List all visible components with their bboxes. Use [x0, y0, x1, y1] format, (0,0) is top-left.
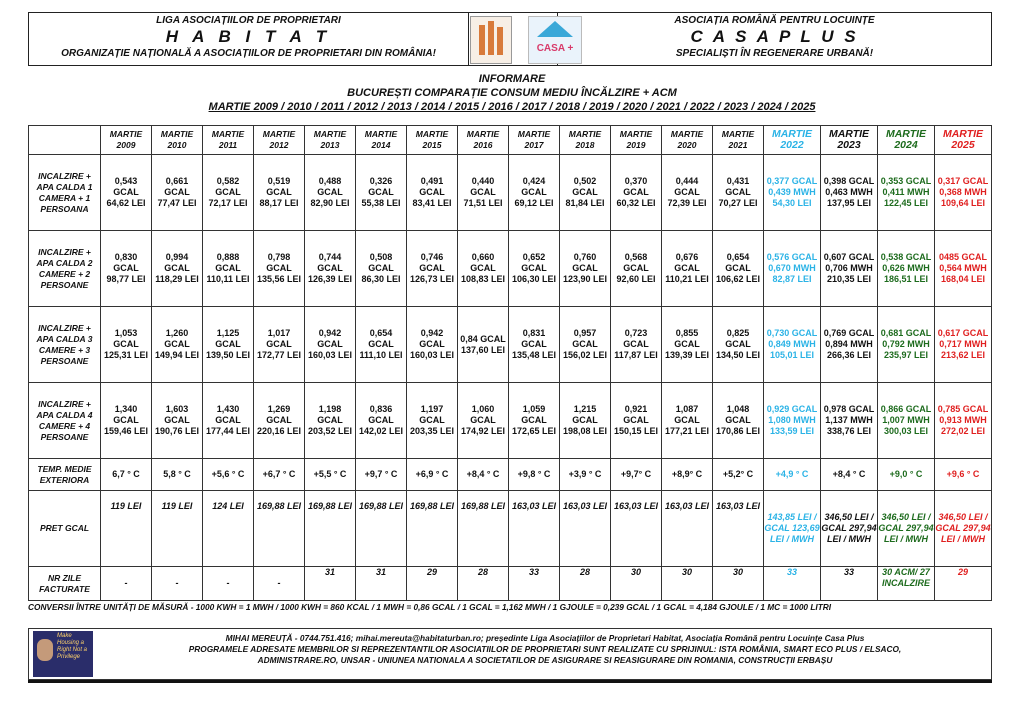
casaplus-line3: SPECIALIȘTI ÎN REGENERARE URBANĂ! — [675, 48, 874, 59]
table-cell: 1,060 GCAL 174,92 LEI — [458, 383, 509, 459]
table-cell: 163,03 LEI — [509, 491, 560, 567]
table-cell: 0,440 GCAL 71,51 LEI — [458, 155, 509, 231]
table-cell: 0,502 GCAL 81,84 LEI — [560, 155, 611, 231]
table-cell: - — [254, 567, 305, 601]
table-cell: +6,7 ° C — [254, 459, 305, 491]
table-row — [29, 459, 992, 491]
table-cell: 0,760 GCAL 123,90 LEI — [560, 231, 611, 307]
table-cell: 31 — [305, 567, 356, 601]
table-cell: 0,836 GCAL 142,02 LEI — [356, 383, 407, 459]
table-cell: 1,340 GCAL 159,46 LEI — [101, 383, 152, 459]
table-header-row — [29, 126, 992, 155]
table-cell: 0,431 GCAL 70,27 LEI — [713, 155, 764, 231]
author-photo — [33, 631, 93, 677]
table-cell: 1,260 GCAL 149,94 LEI — [152, 307, 203, 383]
table-row — [29, 307, 992, 383]
table-cell: 0,538 GCAL 0,626 MWH 186,51 LEI — [878, 231, 935, 307]
table-cell: 0,888 GCAL 110,11 LEI — [203, 231, 254, 307]
table-cell: 31 — [356, 567, 407, 601]
table-cell: 0,370 GCAL 60,32 LEI — [611, 155, 662, 231]
table-cell: 0,866 GCAL 1,007 MWH 300,03 LEI — [878, 383, 935, 459]
table-cell: +4,9 ° C — [764, 459, 821, 491]
casaplus-logo-text: CASA + — [536, 43, 574, 54]
table-cell: 0,326 GCAL 55,38 LEI — [356, 155, 407, 231]
table-cell: 0,929 GCAL 1,080 MWH 133,59 LEI — [764, 383, 821, 459]
year-header: MARTIE 2014 — [356, 126, 407, 155]
table-cell: 0,654 GCAL 106,62 LEI — [713, 231, 764, 307]
table-cell: +9,6 ° C — [935, 459, 992, 491]
year-header: MARTIE 2010 — [152, 126, 203, 155]
table-cell: 1,215 GCAL 198,08 LEI — [560, 383, 611, 459]
table-cell: 0,398 GCAL 0,463 MWH 137,95 LEI — [821, 155, 878, 231]
table-cell: 0,681 GCAL 0,792 MWH 235,97 LEI — [878, 307, 935, 383]
table-row — [29, 383, 992, 459]
table-cell: - — [152, 567, 203, 601]
table-cell: 0,730 GCAL 0,849 MWH 105,01 LEI — [764, 307, 821, 383]
table-cell: 0,978 GCAL 1,137 MWH 338,76 LEI — [821, 383, 878, 459]
table-row — [29, 567, 992, 601]
table-cell: 1,053 GCAL 125,31 LEI — [101, 307, 152, 383]
habitat-line3: ORGANIZAȚIE NAȚIONALĂ A ASOCIAȚIILOR DE PROPRIETARI DIN ROMÂNIA! — [61, 48, 436, 59]
table-cell: 1,269 GCAL 220,16 LEI — [254, 383, 305, 459]
photo-caption: Make Housing a Right Not a Privilege — [57, 633, 88, 660]
table-cell: 169,88 LEI — [407, 491, 458, 567]
year-header: MARTIE 2017 — [509, 126, 560, 155]
row-label: INCALZIRE + APA CALDA 3 CAMERE + 3 PERSOANE — [29, 307, 101, 383]
row-label: NR ZILE FACTURATE — [29, 567, 101, 601]
table-cell: 1,125 GCAL 139,50 LEI — [203, 307, 254, 383]
casaplus-line1: ASOCIAȚIA ROMÂNĂ PENTRU LOCUINȚE — [674, 15, 875, 26]
table-cell: 1,430 GCAL 177,44 LEI — [203, 383, 254, 459]
table-cell: +8,9° C — [662, 459, 713, 491]
table-cell: 1,198 GCAL 203,52 LEI — [305, 383, 356, 459]
table-cell: 143,85 LEI / GCAL 123,69 LEI / MWH — [764, 491, 821, 567]
table-cell: 0,661 GCAL 77,47 LEI — [152, 155, 203, 231]
table-cell: +6,9 ° C — [407, 459, 458, 491]
casaplus-header — [557, 13, 991, 65]
footer-line2: PROGRAMELE ADRESATE MEMBRILOR SI REPREZENTANTILOR ASOCIATIILOR DE PROPRIETARI SUNT REALIZATE CU SPRIJINUL: ISTA ROMÂNIA, SMART ECO PLUS / ELSACO, — [188, 644, 902, 654]
table-cell: 0,317 GCAL 0,368 MWH 109,64 LEI — [935, 155, 992, 231]
year-header: MARTIE 2020 — [662, 126, 713, 155]
table-cell: 0,84 GCAL 137,60 LEI — [458, 307, 509, 383]
table-cell: 346,50 LEI / GCAL 297,94 LEI / MWH — [821, 491, 878, 567]
table-cell: 0,377 GCAL 0,439 MWH 54,30 LEI — [764, 155, 821, 231]
year-header: MARTIE 2025 — [935, 126, 992, 155]
table-cell: 28 — [560, 567, 611, 601]
table-row — [29, 155, 992, 231]
table-cell: 0,769 GCAL 0,894 MWH 266,36 LEI — [821, 307, 878, 383]
table-cell: 1,087 GCAL 177,21 LEI — [662, 383, 713, 459]
table-cell: 0,830 GCAL 98,77 LEI — [101, 231, 152, 307]
table-cell: 119 LEI — [152, 491, 203, 567]
table-cell: 0485 GCAL 0,564 MWH 168,04 LEI — [935, 231, 992, 307]
table-cell: 0,582 GCAL 72,17 LEI — [203, 155, 254, 231]
footer-box — [28, 628, 992, 680]
table-cell: 33 — [764, 567, 821, 601]
table-cell: +3,9 ° C — [560, 459, 611, 491]
table-cell: - — [101, 567, 152, 601]
row-label: PRET GCAL — [29, 491, 101, 567]
table-cell: 124 LEI — [203, 491, 254, 567]
table-cell: 1,048 GCAL 170,86 LEI — [713, 383, 764, 459]
table-cell: +8,4 ° C — [821, 459, 878, 491]
table-cell: 6,7 ° C — [101, 459, 152, 491]
table-cell: 0,942 GCAL 160,03 LEI — [305, 307, 356, 383]
table-cell: 0,660 GCAL 108,83 LEI — [458, 231, 509, 307]
table-cell: +5,6 ° C — [203, 459, 254, 491]
table-cell: 0,798 GCAL 135,56 LEI — [254, 231, 305, 307]
table-cell: 0,723 GCAL 117,87 LEI — [611, 307, 662, 383]
table-cell: 169,88 LEI — [458, 491, 509, 567]
table-cell: 1,017 GCAL 172,77 LEI — [254, 307, 305, 383]
table-cell: 0,652 GCAL 106,30 LEI — [509, 231, 560, 307]
year-header: MARTIE 2018 — [560, 126, 611, 155]
table-cell: 119 LEI — [101, 491, 152, 567]
conversions-note: CONVERSII ÎNTRE UNITĂȚI DE MĂSURĂ - 1000 KWH = 1 MWH / 1000 KWH = 860 KCAL / 1 MWH = 0,86 GCAL / 1 GCAL = 1,162 MWH / 1 GJOULE = 0,239 GCAL / 1 GCAL = 4,184 GJOULE / 1 MC = 1000 LITRI — [28, 602, 832, 612]
table-cell: +9,8 ° C — [509, 459, 560, 491]
table-cell: 0,488 GCAL 82,90 LEI — [305, 155, 356, 231]
row-label: INCALZIRE + APA CALDA 2 CAMERE + 2 PERSOANE — [29, 231, 101, 307]
bottom-rule — [28, 680, 992, 683]
table-cell: +5,5 ° C — [305, 459, 356, 491]
info-years: MARTIE 2009 / 2010 / 2011 / 2012 / 2013 / 2014 / 2015 / 2016 / 2017 / 2018 / 2019 / 2020 / 2021 / 2022 / 2023 / 2024 / 2025 — [208, 101, 816, 113]
year-header: MARTIE 2011 — [203, 126, 254, 155]
table-cell: 5,8 ° C — [152, 459, 203, 491]
table-cell: 0,942 GCAL 160,03 LEI — [407, 307, 458, 383]
year-header: MARTIE 2013 — [305, 126, 356, 155]
table-cell: 346,50 LEI / GCAL 297,94 LEI / MWH — [878, 491, 935, 567]
table-cell: 0,825 GCAL 134,50 LEI — [713, 307, 764, 383]
table-cell: 0,654 GCAL 111,10 LEI — [356, 307, 407, 383]
table-cell: 28 — [458, 567, 509, 601]
table-cell: 1,603 GCAL 190,76 LEI — [152, 383, 203, 459]
year-header: MARTIE 2023 — [821, 126, 878, 155]
table-cell: 29 — [407, 567, 458, 601]
table-row — [29, 231, 992, 307]
footer-line3: ADMINISTRARE.RO, UNSAR - UNIUNEA NATIONALA A SOCIETATILOR DE ASIGURARE SI REASIGURARE DIN ROMANIA, CONSTRUCȚII ERBAȘU — [257, 655, 833, 665]
table-cell: 0,744 GCAL 126,39 LEI — [305, 231, 356, 307]
year-header: MARTIE 2016 — [458, 126, 509, 155]
table-cell: 163,03 LEI — [662, 491, 713, 567]
table-cell: 30 ACM/ 27 INCALZIRE — [878, 567, 935, 601]
table-cell: 0,607 GCAL 0,706 MWH 210,35 LEI — [821, 231, 878, 307]
year-header: MARTIE 2012 — [254, 126, 305, 155]
table-cell: 163,03 LEI — [611, 491, 662, 567]
table-cell: +8,4 ° C — [458, 459, 509, 491]
table-cell: +9,7 ° C — [356, 459, 407, 491]
year-header: MARTIE 2009 — [101, 126, 152, 155]
table-cell: 29 — [935, 567, 992, 601]
table-cell: 0,444 GCAL 72,39 LEI — [662, 155, 713, 231]
table-cell: 33 — [821, 567, 878, 601]
info-subtitle: BUCUREȘTI COMPARAȚIE CONSUM MEDIU ÎNCĂLZIRE + ACM — [347, 87, 677, 99]
table-cell: 0,543 GCAL 64,62 LEI — [101, 155, 152, 231]
table-cell: 0,617 GCAL 0,717 MWH 213,62 LEI — [935, 307, 992, 383]
table-cell: 0,676 GCAL 110,21 LEI — [662, 231, 713, 307]
year-header: MARTIE 2024 — [878, 126, 935, 155]
row-label: INCALZIRE + APA CALDA 4 CAMERE + 4 PERSOANE — [29, 383, 101, 459]
table-cell: 33 — [509, 567, 560, 601]
table-cell: 0,855 GCAL 139,39 LEI — [662, 307, 713, 383]
habitat-line1: LIGA ASOCIAȚIILOR DE PROPRIETARI — [156, 15, 341, 26]
row-label: TEMP. MEDIE EXTERIORA — [29, 459, 101, 491]
year-header: MARTIE 2019 — [611, 126, 662, 155]
consumption-table — [28, 125, 992, 601]
table-cell: 163,03 LEI — [560, 491, 611, 567]
table-cell: - — [203, 567, 254, 601]
table-cell: +5,2° C — [713, 459, 764, 491]
table-cell: 169,88 LEI — [356, 491, 407, 567]
casaplus-logo — [528, 16, 582, 64]
table-cell: 30 — [611, 567, 662, 601]
table-cell: 30 — [662, 567, 713, 601]
table-cell: 30 — [713, 567, 764, 601]
habitat-title: H A B I T A T — [165, 27, 332, 46]
table-cell: +9,7° C — [611, 459, 662, 491]
table-cell: 163,03 LEI — [713, 491, 764, 567]
table-cell: 0,576 GCAL 0,670 MWH 82,87 LEI — [764, 231, 821, 307]
table-cell: 0,424 GCAL 69,12 LEI — [509, 155, 560, 231]
info-title: INFORMARE — [478, 73, 546, 85]
table-cell: 0,746 GCAL 126,73 LEI — [407, 231, 458, 307]
table-cell: 0,508 GCAL 86,30 LEI — [356, 231, 407, 307]
table-cell: 169,88 LEI — [254, 491, 305, 567]
table-cell: 0,785 GCAL 0,913 MWH 272,02 LEI — [935, 383, 992, 459]
table-cell: 0,957 GCAL 156,02 LEI — [560, 307, 611, 383]
year-header: MARTIE 2022 — [764, 126, 821, 155]
table-cell: 0,353 GCAL 0,411 MWH 122,45 LEI — [878, 155, 935, 231]
footer-text — [101, 633, 989, 666]
table-cell: +9,0 ° C — [878, 459, 935, 491]
year-header: MARTIE 2015 — [407, 126, 458, 155]
row-label: INCALZIRE + APA CALDA 1 CAMERA + 1 PERSOANA — [29, 155, 101, 231]
table-cell: 1,059 GCAL 172,65 LEI — [509, 383, 560, 459]
table-cell: 0,921 GCAL 150,15 LEI — [611, 383, 662, 459]
table-cell: 0,831 GCAL 135,48 LEI — [509, 307, 560, 383]
table-cell: 0,568 GCAL 92,60 LEI — [611, 231, 662, 307]
habitat-logo — [470, 16, 512, 64]
table-cell: 0,491 GCAL 83,41 LEI — [407, 155, 458, 231]
casaplus-title: C A S A P L U S — [690, 27, 859, 46]
header-corner — [29, 126, 101, 155]
table-cell: 0,519 GCAL 88,17 LEI — [254, 155, 305, 231]
table-cell: 346,50 LEI / GCAL 297,94 LEI / MWH — [935, 491, 992, 567]
table-row — [29, 491, 992, 567]
footer-line1: MIHAI MEREUȚĂ - 0744.751.416; mihai.mereuta@habitaturban.ro; președinte Liga Asociațiilor de Proprietari Habitat, Asociația Română pentru Locuințe Casa Plus — [225, 633, 865, 643]
table-cell: 0,994 GCAL 118,29 LEI — [152, 231, 203, 307]
table-cell: 1,197 GCAL 203,35 LEI — [407, 383, 458, 459]
habitat-header — [29, 13, 469, 65]
year-header: MARTIE 2021 — [713, 126, 764, 155]
table-cell: 169,88 LEI — [305, 491, 356, 567]
